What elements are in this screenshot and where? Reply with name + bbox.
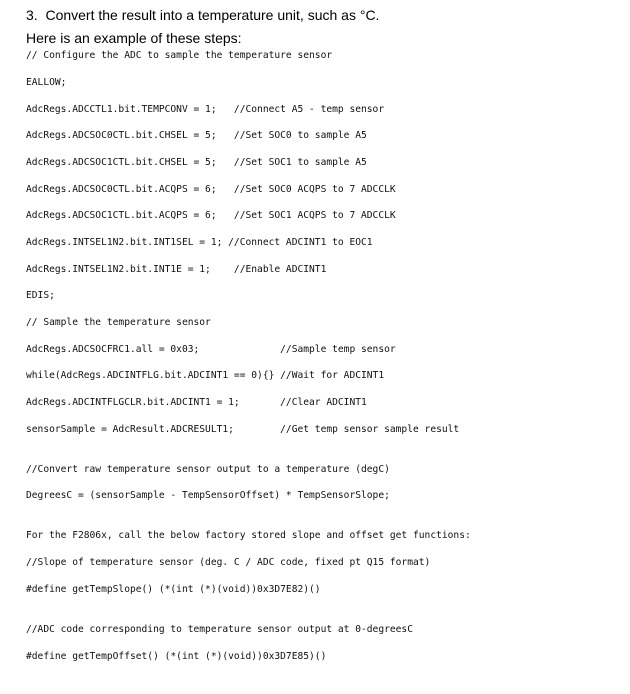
code-eallow: EALLOW;: [26, 77, 67, 88]
code-tempconv: AdcRegs.ADCCTL1.bit.TEMPCONV = 1; //Connect A5 - temp sensor: [26, 104, 385, 115]
code-socfrc: AdcRegs.ADCSOCFRC1.all = 0x03; //Sample temp sensor: [26, 344, 396, 355]
code-intflgclr: AdcRegs.ADCINTFLGCLR.bit.ADCINT1 = 1; //Clear ADCINT1: [26, 397, 367, 408]
code-while-wait: while(AdcRegs.ADCINTFLG.bit.ADCINT1 == 0){} //Wait for ADCINT1: [26, 370, 385, 381]
code-note-f2806x: For the F2806x, call the below factory stored slope and offset get functions:: [26, 530, 471, 541]
code-comment-offset: //ADC code corresponding to temperature sensor output at 0-degreesC: [26, 624, 413, 635]
code-int1e: AdcRegs.INTSEL1N2.bit.INT1E = 1; //Enable ADCINT1: [26, 264, 327, 275]
code-define-offset: #define getTempOffset() (*(int (*)(void))0x3D7E85)(): [26, 651, 327, 662]
code-soc1-chsel: AdcRegs.ADCSOC1CTL.bit.CHSEL = 5; //Set SOC1 to sample A5: [26, 157, 367, 168]
code-int1sel: AdcRegs.INTSEL1N2.bit.INT1SEL = 1; //Connect ADCINT1 to EOC1: [26, 237, 373, 248]
code-edis: EDIS;: [26, 290, 55, 301]
code-degreesc: DegreesC = (sensorSample - TempSensorOffset) * TempSensorSlope;: [26, 490, 390, 501]
code-comment-configure: // Configure the ADC to sample the temperature sensor: [26, 50, 333, 61]
code-soc0-chsel: AdcRegs.ADCSOC0CTL.bit.CHSEL = 5; //Set SOC0 to sample A5: [26, 130, 367, 141]
example-intro: Here is an example of these steps:: [26, 30, 242, 46]
code-comment-convert: //Convert raw temperature sensor output to a temperature (degC): [26, 464, 390, 475]
step-heading: 3. Convert the result into a temperature unit, such as °C.: [26, 7, 380, 23]
code-comment-sample: // Sample the temperature sensor: [26, 317, 211, 328]
code-sensor-sample: sensorSample = AdcResult.ADCRESULT1; //Get temp sensor sample result: [26, 424, 460, 435]
code-comment-slope: //Slope of temperature sensor (deg. C / ADC code, fixed pt Q15 format): [26, 557, 431, 568]
code-soc1-acqps: AdcRegs.ADCSOC1CTL.bit.ACQPS = 6; //Set SOC1 ACQPS to 7 ADCCLK: [26, 210, 396, 221]
code-soc0-acqps: AdcRegs.ADCSOC0CTL.bit.ACQPS = 6; //Set SOC0 ACQPS to 7 ADCCLK: [26, 184, 396, 195]
code-define-slope: #define getTempSlope() (*(int (*)(void))0x3D7E82)(): [26, 584, 321, 595]
